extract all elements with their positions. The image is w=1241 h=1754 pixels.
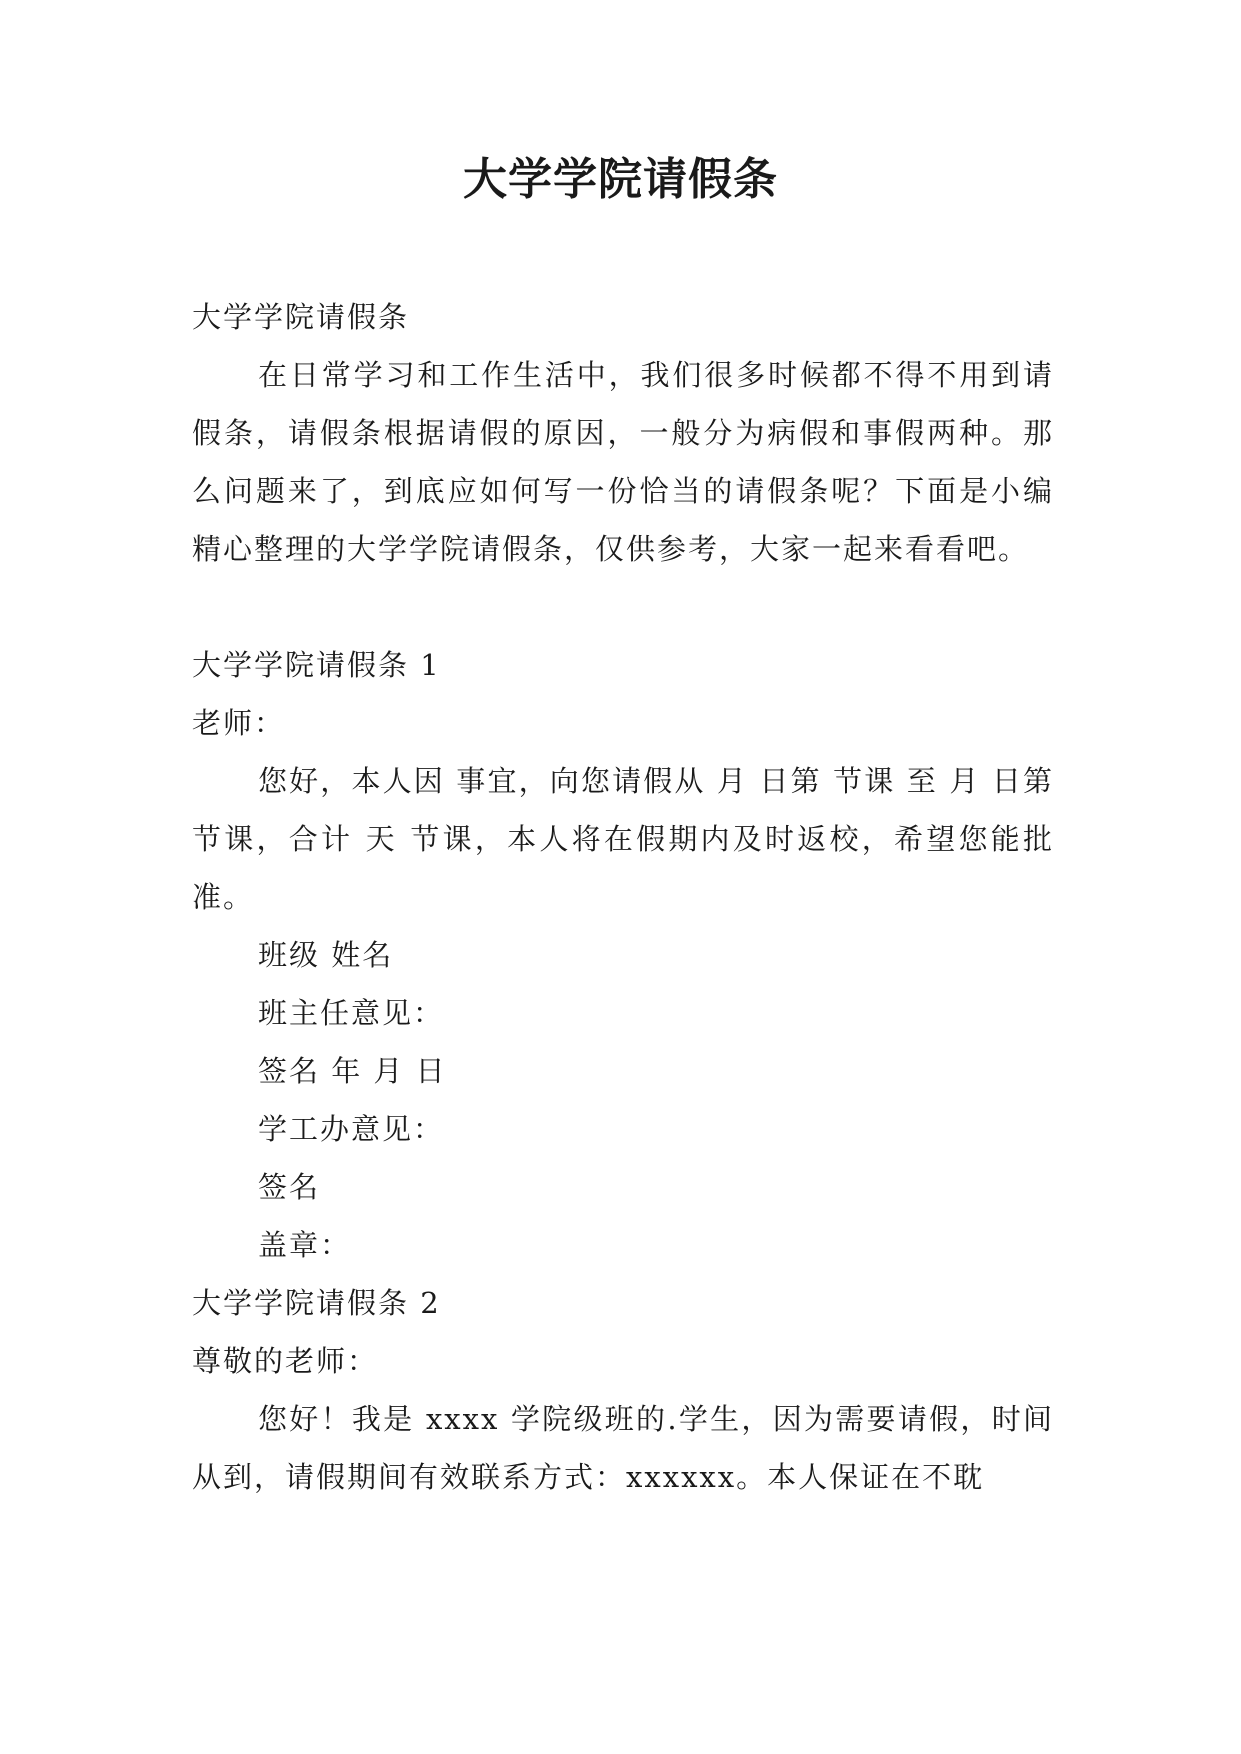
note1-salutation: 老师： (192, 706, 286, 740)
note2-heading: 大学学院请假条 2 (192, 1286, 441, 1320)
note1-body: 您好，本人因 事宜，向您请假从 月 日第 节课 至 月 日第 节课，合计 天 节课，本人将在假期内及时返校，希望您能批准。 (192, 764, 1054, 914)
note2-body: 您好！我是 xxxx 学院级班的.学生，因为需要请假，时间从到，请假期间有效联系方式：xxxxxx。本人保证在不耽 (192, 1402, 1054, 1494)
note1-headteacher-opinion: 班主任意见： (258, 996, 445, 1030)
document-body (192, 288, 1054, 1506)
note1-class-name: 班级 姓名 (258, 938, 394, 972)
intro-paragraph: 在日常学习和工作生活中，我们很多时候都不得不用到请假条，请假条根据请假的原因，一般分为病假和事假两种。那么问题来了，到底应如何写一份恰当的请假条呢？下面是小编精心整理的大学学院请假条，仅供参考，大家一起来看看吧。 (192, 358, 1054, 566)
note1-sign: 签名 (258, 1170, 321, 1204)
note1-office-opinion: 学工办意见： (258, 1112, 445, 1146)
document-title: 大学学院请假条 (463, 154, 778, 205)
note1-seal: 盖章： (258, 1228, 352, 1262)
note1-sign-date: 签名 年 月 日 (258, 1054, 447, 1088)
paragraph-spacer (192, 578, 1054, 636)
subtitle: 大学学院请假条 (192, 300, 410, 334)
note2-salutation: 尊敬的老师： (192, 1344, 379, 1378)
note1-heading: 大学学院请假条 1 (192, 648, 441, 682)
